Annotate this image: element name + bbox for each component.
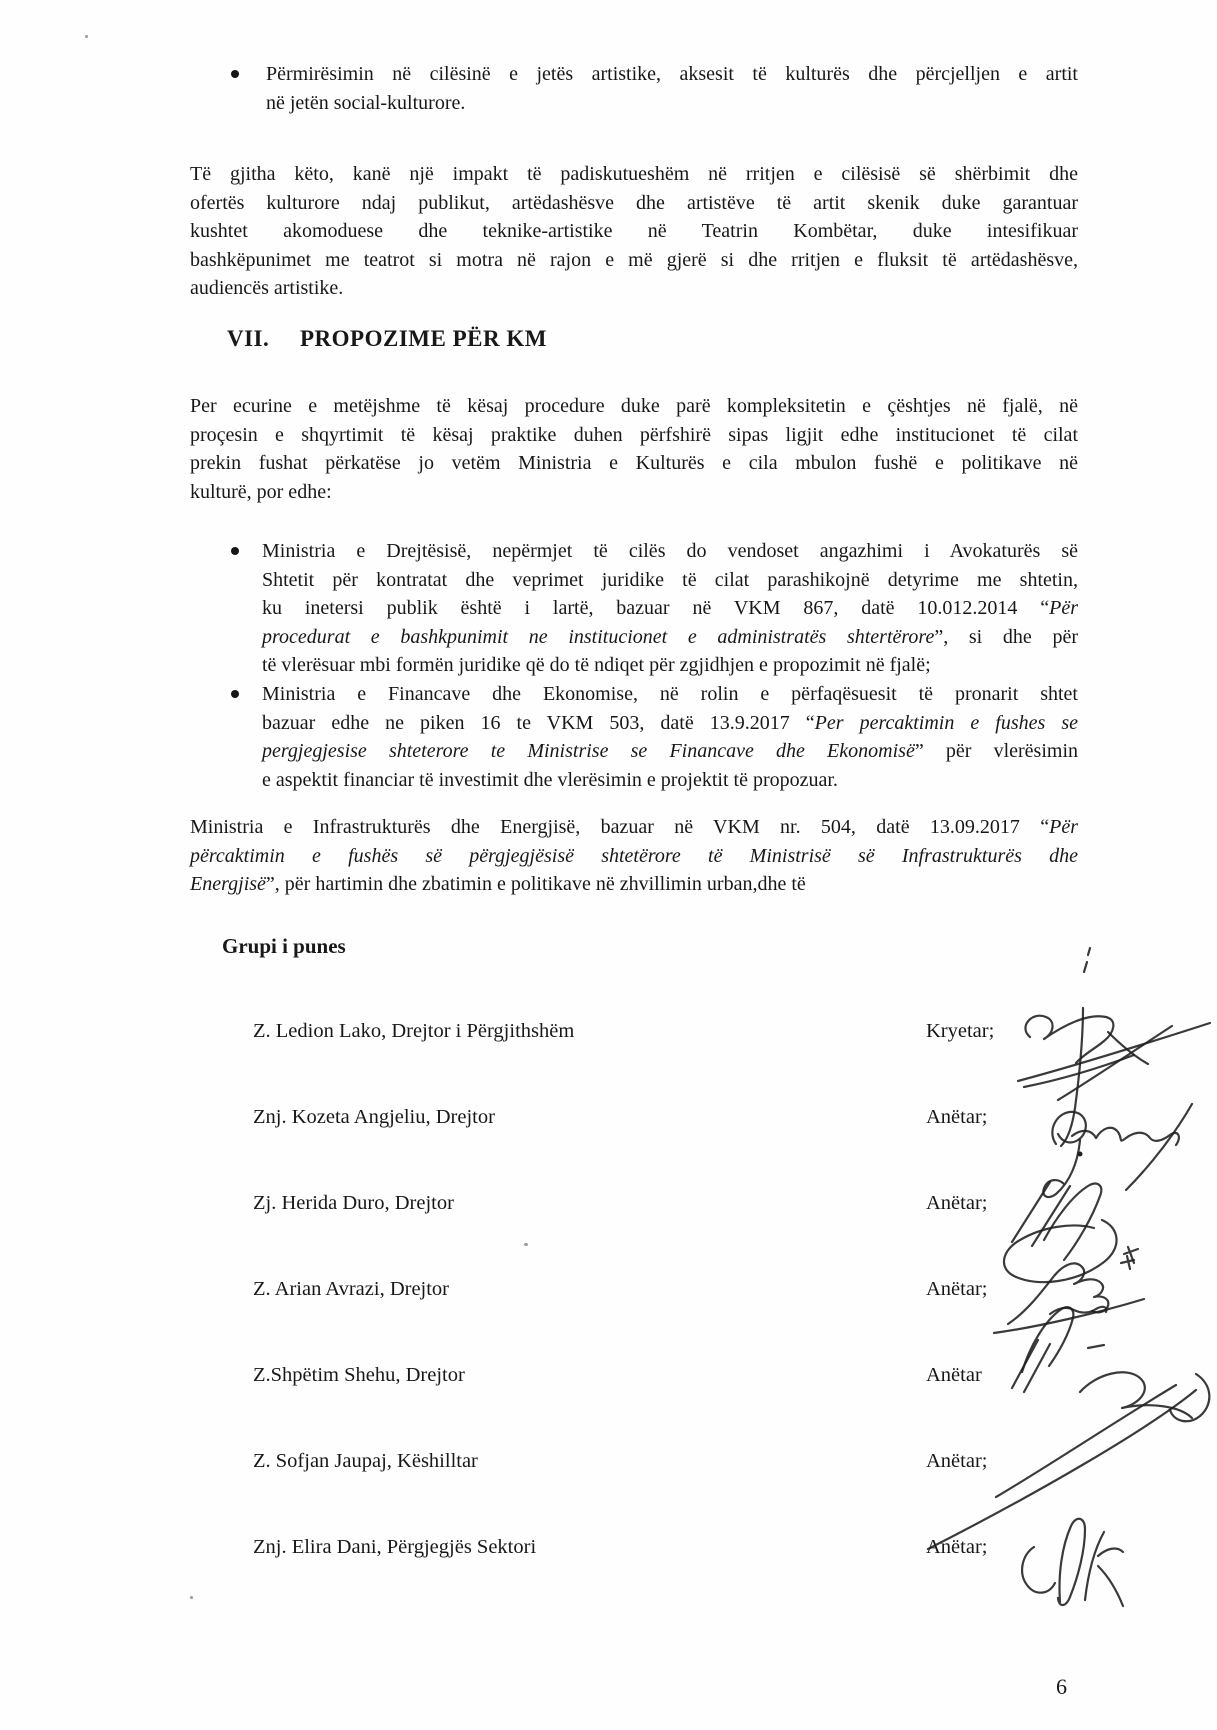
signature-row bbox=[0, 1106, 1217, 1136]
bullet-icon bbox=[231, 547, 239, 555]
member-name: Znj. Kozeta Angjeliu, Drejtor bbox=[253, 1106, 495, 1128]
scan-speck bbox=[524, 1243, 528, 1246]
member-name: Zj. Herida Duro, Drejtor bbox=[253, 1192, 454, 1214]
paragraph-procedure: Per ecurine e metëjshme të kësaj procedure duke parë kompleksitetin e çështjes në fjalë, në proçesin e shqyrtimit të kësaj praktike duhen përfshirë sipas ligjit edhe institucionet të cilat prekin fushat përkatëse jo vetëm Ministria e Kulturës e cila mbulon fushë e politikave në kulturë, por edhe: bbox=[190, 395, 1078, 503]
list-item-ministry-finance bbox=[190, 680, 1078, 794]
section-heading bbox=[227, 326, 547, 352]
ministry-list bbox=[190, 537, 1078, 794]
member-name: Z. Ledion Lako, Drejtor i Përgjithshëm bbox=[253, 1020, 575, 1042]
scan-speck bbox=[85, 35, 88, 38]
signature-row bbox=[0, 1020, 1217, 1050]
member-name: Z.Shpëtim Shehu, Drejtor bbox=[253, 1364, 465, 1386]
list-item-text: Ministria e Drejtësisë, nepërmjet të cilës do vendoset angazhimi i Avokaturës së Shtetit për kontratat dhe veprimet juridike të cilat parashikojnë detyrime me shtetin, ku inetersi publik është i lartë, bazuar në VKM 867, datë 10.012.2014 “Për procedurat e bashkpunimit ne institucionet e administratës shtertërore”, si dhe për të vlerësuar mbi formën juridike që do të ndiqet për zgjidhjen e propozimit në fjalë; bbox=[262, 540, 1078, 677]
scan-speck bbox=[190, 1596, 193, 1599]
bullet-icon bbox=[231, 70, 239, 78]
member-name: Znj. Elira Dani, Përgjegjës Sektori bbox=[253, 1536, 537, 1558]
working-group-title: Grupi i punes bbox=[222, 934, 346, 958]
signature-row bbox=[0, 1278, 1217, 1308]
member-role-label: Anëtar; bbox=[926, 1536, 988, 1558]
list-item-ministry-justice bbox=[190, 537, 1078, 680]
bullet-item bbox=[190, 60, 1078, 117]
member-role-label: Anëtar bbox=[926, 1364, 982, 1386]
signature-row bbox=[0, 1536, 1217, 1566]
paragraph-impact: Të gjitha këto, kanë një impakt të padiskutueshëm në rritjen e cilësisë së shërbimit dhe ofertës kulturore ndaj publikut, artëdashësve dhe artistëve të artit skenik duke garantuar kushtet akomoduese dhe teknike-artistike në Teatrin Kombëtar, duke intesifikuar bashkëpunimet me teatrot si motra në rajon e më gjerë si dhe rritjen e fluksit të artëdashësve, audiencës artistike. bbox=[190, 163, 1078, 300]
member-role-label: Anëtar; bbox=[926, 1450, 988, 1472]
bullet-text: Përmirësimin në cilësinë e jetës artistike, aksesit të kulturës dhe përcjelljen e artit në jetën social-kulturore. bbox=[266, 63, 1078, 114]
member-role-label: Anëtar; bbox=[926, 1278, 988, 1300]
paragraph-infrastructure: Ministria e Infrastrukturës dhe Energjisë, bazuar në VKM nr. 504, datë 13.09.2017 “Për përcaktimin e fushës së përgjegjësisë shtetërore të Ministrisë së Infrastrukturës dhe Energjisë”, për hartimin dhe zbatimin e politikave në zhvillimin urban,dhe të bbox=[190, 816, 1078, 896]
member-name: Z. Sofjan Jaupaj, Këshilltar bbox=[253, 1450, 478, 1472]
signature-row bbox=[0, 1450, 1217, 1480]
member-role-label: Anëtar; bbox=[926, 1192, 988, 1214]
member-name: Z. Arian Avrazi, Drejtor bbox=[253, 1278, 450, 1300]
section-title: PROPOZIME PËR KM bbox=[300, 326, 547, 351]
member-role-label: Anëtar; bbox=[926, 1106, 988, 1128]
list-item-text: Ministria e Financave dhe Ekonomise, në rolin e përfaqësuesit të pronarit shtet bazuar edhe ne piken 16 te VKM 503, datë 13.9.2017 “Per percaktimin e fushes se pergjegjesise shteterore te Ministrise se Financave dhe Ekonomisë” për vlerësimin e aspektit financiar të investimit dhe vlerësimin e projektit të propozuar. bbox=[262, 682, 1079, 791]
signature-row bbox=[0, 1192, 1217, 1222]
signature-row bbox=[0, 1364, 1217, 1394]
member-role-label: Kryetar; bbox=[926, 1020, 995, 1042]
bullet-icon bbox=[231, 690, 239, 698]
page-number: 6 bbox=[1056, 1674, 1067, 1699]
section-number: VII. bbox=[227, 326, 270, 351]
